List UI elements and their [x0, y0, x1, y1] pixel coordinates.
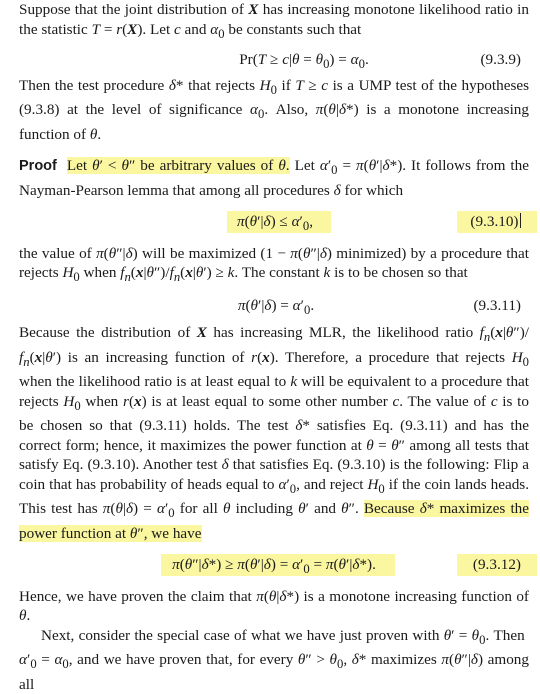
equation-9-3-11-number: (9.3.11) [473, 296, 521, 314]
equation-9-3-11-expression: $\pi(\theta'|\delta) = \alpha'_0$. [237, 296, 315, 317]
equation-9-3-10-number: (9.3.10) [470, 212, 521, 232]
proof-label: Proof [19, 158, 57, 175]
conclusion-paragraph: Hence, we have proven the claim that π(θ|δ*) is a monotone increasing function of θ. [19, 587, 529, 625]
proof-paragraph: Proof Let θ′ < θ″ be arbitrary values of θ. Let $\alpha'_0 = \pi(\theta'|\delta*)$. It follows from the Nayman-Pearson lemma that among all procedures δ for which [19, 157, 529, 199]
special-case-paragraph: Next, consider the special case of what we have just proven with $\theta' = \theta_0$. Then $\alpha'_0 = \alpha_0$, and we have proven that, for every $\theta'' > \theta_0$, δ* maximizes π(θ″|δ) among all [19, 626, 530, 693]
equation-9-3-12-expression: $\pi(\theta''|\delta*) \ge \pi(\theta'|\delta) = \alpha'_0 = \pi(\theta'|\delta*)$. [172, 556, 376, 577]
section-gap [19, 144, 529, 156]
equation-9-3-9 [19, 50, 529, 70]
equation-9-3-11 [19, 296, 529, 316]
equation-9-3-12-number: (9.3.12) [472, 556, 521, 574]
proof-highlight: Let θ′ < θ″ be arbitrary values of θ. [66, 157, 290, 175]
equation-9-3-10 [19, 212, 529, 232]
equation-9-3-10-expression: $\pi(\theta'|\delta) \le \alpha'_0$, [236, 213, 313, 234]
equation-9-3-9-expression: $Pr(T \ge c|\theta = \theta_0) = \alpha_0$. [239, 51, 369, 72]
text-cursor [520, 213, 522, 228]
power-function-highlight: Because δ* maximizes the power function at θ″, we have [19, 500, 529, 542]
mlr-paragraph: Because the distribution of X has increasing MLR, the likelihood ratio $f_n(x|\theta'')/$ $f_n(x|\theta')$ is an increasing function of r(x). Therefore, a procedure that rejects $H_0$ when the likelihood ratio is at least equal to k will be equivalent to a procedure that rejects $H_0$ when r(x) is at least equal to some other number c. The value of c is to be chosen so that (9.3.11) holds. The test δ* satisfies Eq. (9.3.11) and has the correct form; hence, it maximizes the power function at θ = θ″ among all tests that satisfy Eq. (9.3.10). Another test δ that satisfies Eq. (9.3.10) is the following: Flip a coin that has probability of heads equal to $\alpha'_0$, and reject $H_0$ if the coin lands heads. This test has $\pi(\theta|\delta) = \alpha'_0$ for all θ including θ′ and θ″. Because δ* maximizes the power function at θ″, we have [19, 324, 530, 542]
theorem-conclusion: Then the test procedure δ* that rejects $H_0$ if T ≥ c is a UMP test of the hypotheses (9.3.8) at the level of significance $\alpha_0$. Also, π(θ|δ*) is a monotone increasing function of θ. [19, 76, 530, 143]
equation-9-3-9-number: (9.3.9) [480, 51, 521, 69]
theorem-intro: Suppose that the joint distribution of X has increasing monotone likelihood ratio in the statistic T = r(X). Let c and $\alpha_0$ be constants such that [19, 1, 529, 41]
maximization-paragraph: the value of π(θ″|δ) will be maximized (1 − π(θ″|δ) minimized) by a procedure that rejects $H_0$ when $f_n(x|\theta'')/f_n(x|\theta') \ge k$. The constant k is to be chosen so that [19, 244, 529, 285]
equation-9-3-12 [19, 555, 529, 575]
